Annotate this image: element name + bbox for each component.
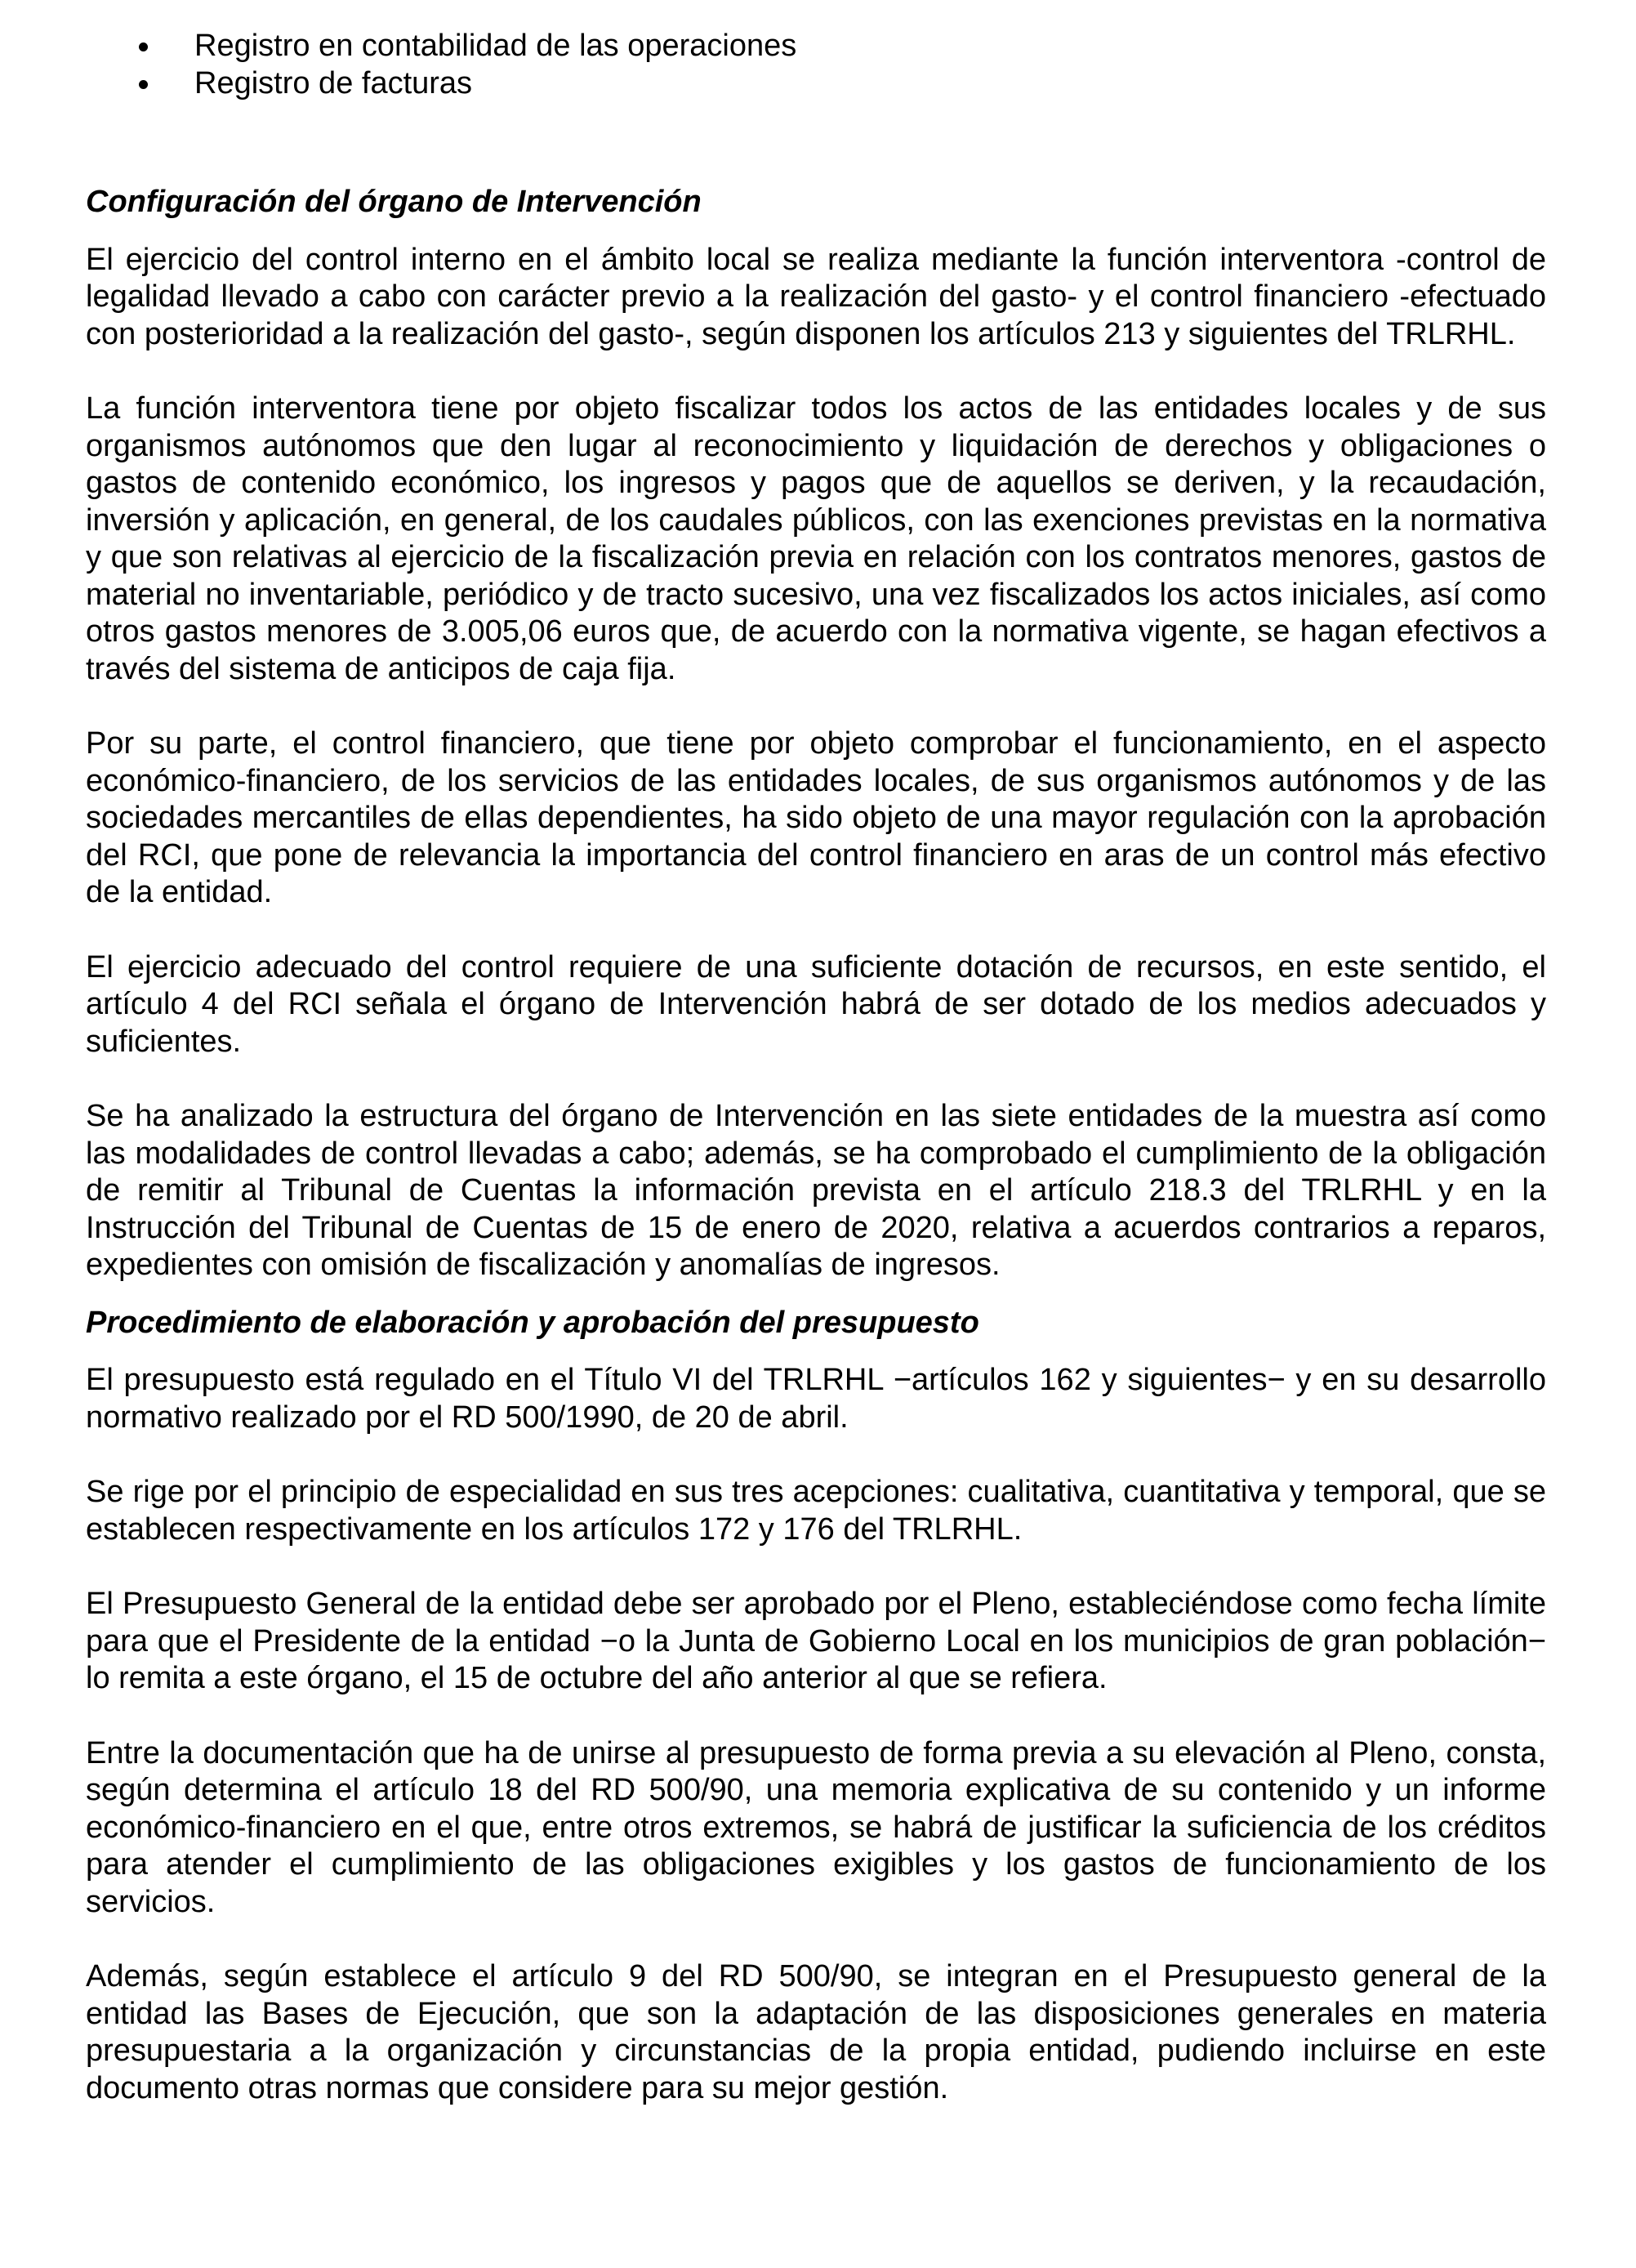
section-heading: Procedimiento de elaboración y aprobación del presupuesto xyxy=(86,1305,979,1340)
paragraph: La función interventora tiene por objeto fiscalizar todos los actos de las entidades locales y de sus organismos autónomos que den lugar al reconocimiento y liquidación de derechos y obligaciones o gastos de contenido económico, los ingresos y pagos que de aquellos se deriven, y la recaudación, inversión y aplicación, en general, de los caudales públicos, con las exenciones previstas en la normativa y que son relativas al ejercicio de la fiscalización previa en relación con los contratos menores, gastos de material no inventariable, periódico y de tracto sucesivo, una vez fiscalizados los actos iniciales, así como otros gastos menores de 3.005,06 euros que, de acuerdo con la normativa vigente, se hagan efectivos a través del sistema de anticipos de caja fija. xyxy=(86,391,1546,686)
list-item xyxy=(86,65,1546,103)
list-item-text: Registro en contabilidad de las operaciones xyxy=(194,29,797,63)
paragraph: Se rige por el principio de especialidad en sus tres acepciones: cualitativa, cuantitativa y temporal, que se establecen respectivamente en los artículos 172 y 176 del TRLRHL. xyxy=(86,1475,1546,1547)
list-item-text: Registro de facturas xyxy=(194,65,473,100)
bullet-list xyxy=(86,28,1546,102)
section-heading: Configuración del órgano de Intervención xyxy=(86,185,702,219)
paragraph: Entre la documentación que ha de unirse al presupuesto de forma previa a su elevación al Pleno, consta, según determina el artículo 18 del RD 500/90, una memoria explicativa de su contenido y un informe económico-financiero en el que, entre otros extremos, se habrá de justificar la suficiencia de los créditos para atender el cumplimiento de las obligaciones exigibles y los gastos de funcionamiento de los servicios. xyxy=(86,1735,1546,1919)
paragraph: Por su parte, el control financiero, que tiene por objeto comprobar el funcionamiento, en el aspecto económico-financiero, de los servicios de las entidades locales, de sus organismos autónomos y de las sociedades mercantiles de ellas dependientes, ha sido objeto de una mayor regulación con la aprobación del RCI, que pone de relevancia la importancia del control financiero en aras de un control más efectivo de la entidad. xyxy=(86,726,1546,909)
document-page xyxy=(86,28,1546,2145)
paragraph: El ejercicio adecuado del control requiere de una suficiente dotación de recursos, en este sentido, el artículo 4 del RCI señala el órgano de Intervención habrá de ser dotado de los medios adecuados y suficientes. xyxy=(86,949,1546,1059)
bullet-icon xyxy=(139,80,148,89)
bullet-icon xyxy=(139,42,148,51)
paragraph: Se ha analizado la estructura del órgano de Intervención en las siete entidades de la muestra así como las modalidades de control llevadas a cabo; además, se ha comprobado el cumplimiento de la obligación de remitir al Tribunal de Cuentas la información prevista en el artículo 218.3 del TRLRHL y en la Instrucción del Tribunal de Cuentas de 15 de enero de 2020, relativa a acuerdos contrarios a reparos, expedientes con omisión de fiscalización y anomalías de ingresos. xyxy=(86,1099,1546,1282)
paragraph: El Presupuesto General de la entidad debe ser aprobado por el Pleno, estableciéndose como fecha límite para que el Presidente de la entidad −o la Junta de Gobierno Local en los municipios de gran población− lo remita a este órgano, el 15 de octubre del año anterior al que se refiera. xyxy=(86,1587,1546,1695)
list-item xyxy=(86,28,1546,65)
paragraph: El ejercicio del control interno en el ámbito local se realiza mediante la función interventora -control de legalidad llevado a cabo con carácter previo a la realización del gasto- y el control financiero -efectuado con posterioridad a la realización del gasto-, según disponen los artículos 213 y siguientes del TRLRHL. xyxy=(86,242,1546,351)
paragraph: El presupuesto está regulado en el Título VI del TRLRHL −artículos 162 y siguientes− y en su desarrollo normativo realizado por el RD 500/1990, de 20 de abril. xyxy=(86,1363,1546,1435)
paragraph: Además, según establece el artículo 9 del RD 500/90, se integran en el Presupuesto general de la entidad las Bases de Ejecución, que son la adaptación de las disposiciones generales en materia presupuestaria a la organización y circunstancias de la propia entidad, pudiendo incluirse en este documento otras normas que considere para su mejor gestión. xyxy=(86,1959,1546,2105)
